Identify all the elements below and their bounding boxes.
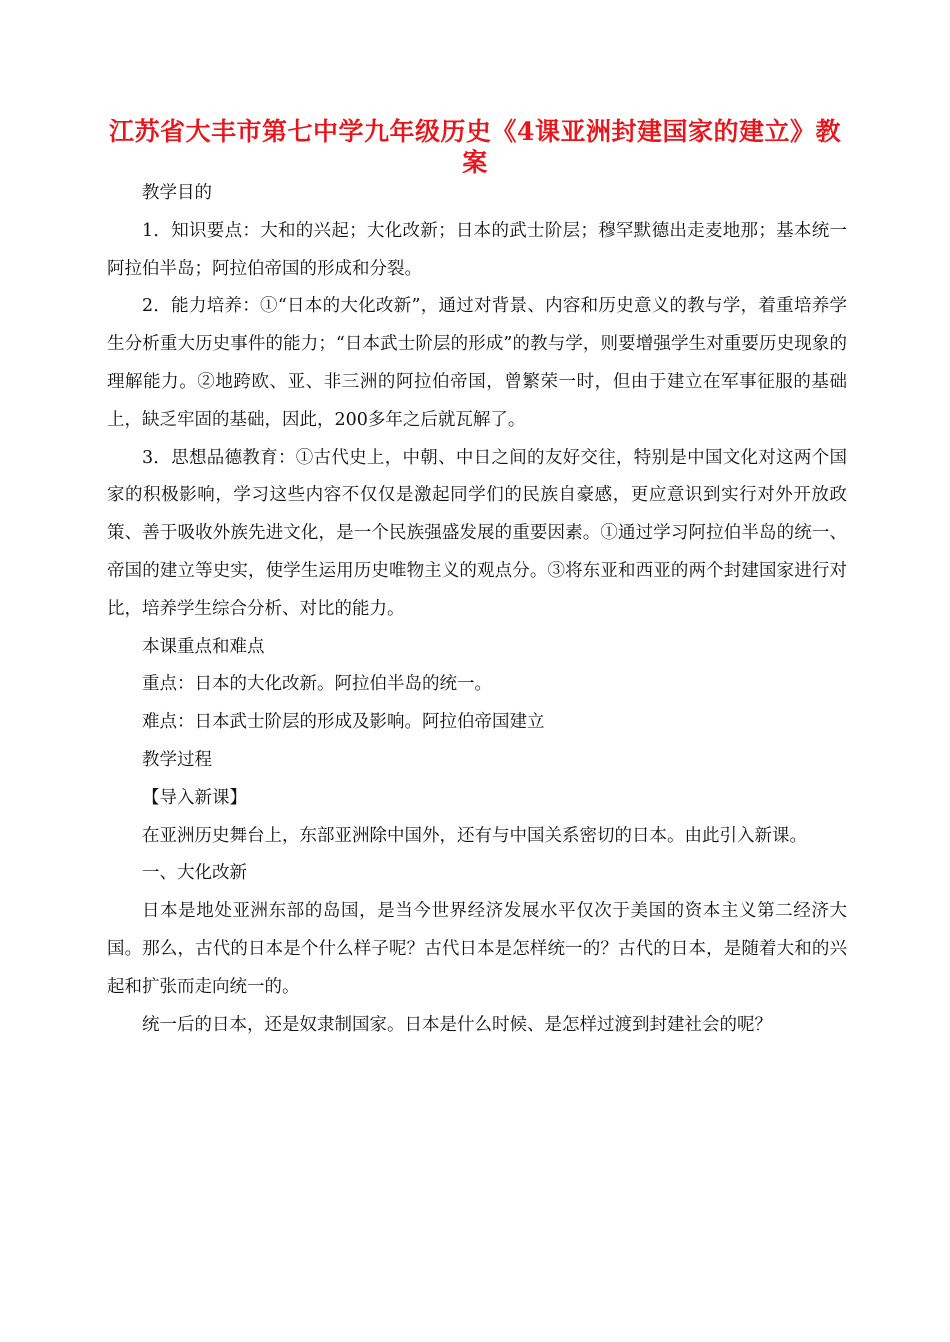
paragraph-japan-overview: 日本是地处亚洲东部的岛国，是当今世界经济发展水平仅次于美国的资本主义第二经济大国。那么，古代的日本是个什么样子呢？古代日本是怎样统一的？古代的日本，是随着大和的兴起和扩张而走向统一的。 — [107, 901, 847, 997]
document-body — [107, 175, 847, 1044]
paragraph-knowledge-points: 1．知识要点：大和的兴起；大化改新；日本的武士阶层；穆罕默德出走麦地那；基本统一阿拉伯半岛；阿拉伯帝国的形成和分裂。 — [107, 220, 847, 279]
paragraph-japan-transition: 统一后的日本，还是奴隶制国家。日本是什么时候、是怎样过渡到封建社会的呢？ — [142, 1014, 772, 1035]
paragraph-key-point: 重点：日本的大化改新。阿拉伯半岛的统一。 — [142, 674, 492, 695]
paragraph-ability-training: 2．能力培养：①“日本的大化改新”，通过对背景、内容和历史意义的教与学，着重培养学生分析重大历史事件的能力；“日本武士阶层的形成”的教与学，则要增强学生对重要历史现象的理解能力。②地跨欧、亚、非三洲的阿拉伯帝国，曾繁荣一时，但由于建立在军事征服的基础上，缺乏牢固的基础，因此，200多年之后就瓦解了。 — [107, 296, 847, 430]
paragraph-introduction: 在亚洲历史舞台上，东部亚洲除中国外，还有与中国关系密切的日本。由此引入新课。 — [142, 825, 807, 846]
section-heading-introduction: 【导入新课】 — [142, 787, 247, 808]
paragraph-difficult-point: 难点：日本武士阶层的形成及影响。阿拉伯帝国建立 — [142, 712, 545, 733]
section-heading-teaching-goals: 教学目的 — [142, 183, 212, 203]
section-heading-teaching-process: 教学过程 — [142, 749, 212, 770]
paragraph-moral-education: 3．思想品德教育：①古代史上，中朝、中日之间的友好交往，特别是中国文化对这两个国家的积极影响，学习这些内容不仅仅是激起同学们的民族自豪感，更应意识到实行对外开放政策、善于吸收外族先进文化，是一个民族强盛发展的重要因素。①通过学习阿拉伯半岛的统一、帝国的建立等史实，使学生运用历史唯物主义的观点分。③将东亚和西亚的两个封建国家进行对比，培养学生综合分析、对比的能力。 — [107, 447, 847, 619]
section-heading-key-points: 本课重点和难点 — [142, 636, 265, 657]
section-heading-taika-reform: 一、大化改新 — [142, 863, 247, 884]
document-title: 江苏省大丰市第七中学九年级历史《4课亚洲封建国家的建立》教案 — [109, 117, 841, 177]
